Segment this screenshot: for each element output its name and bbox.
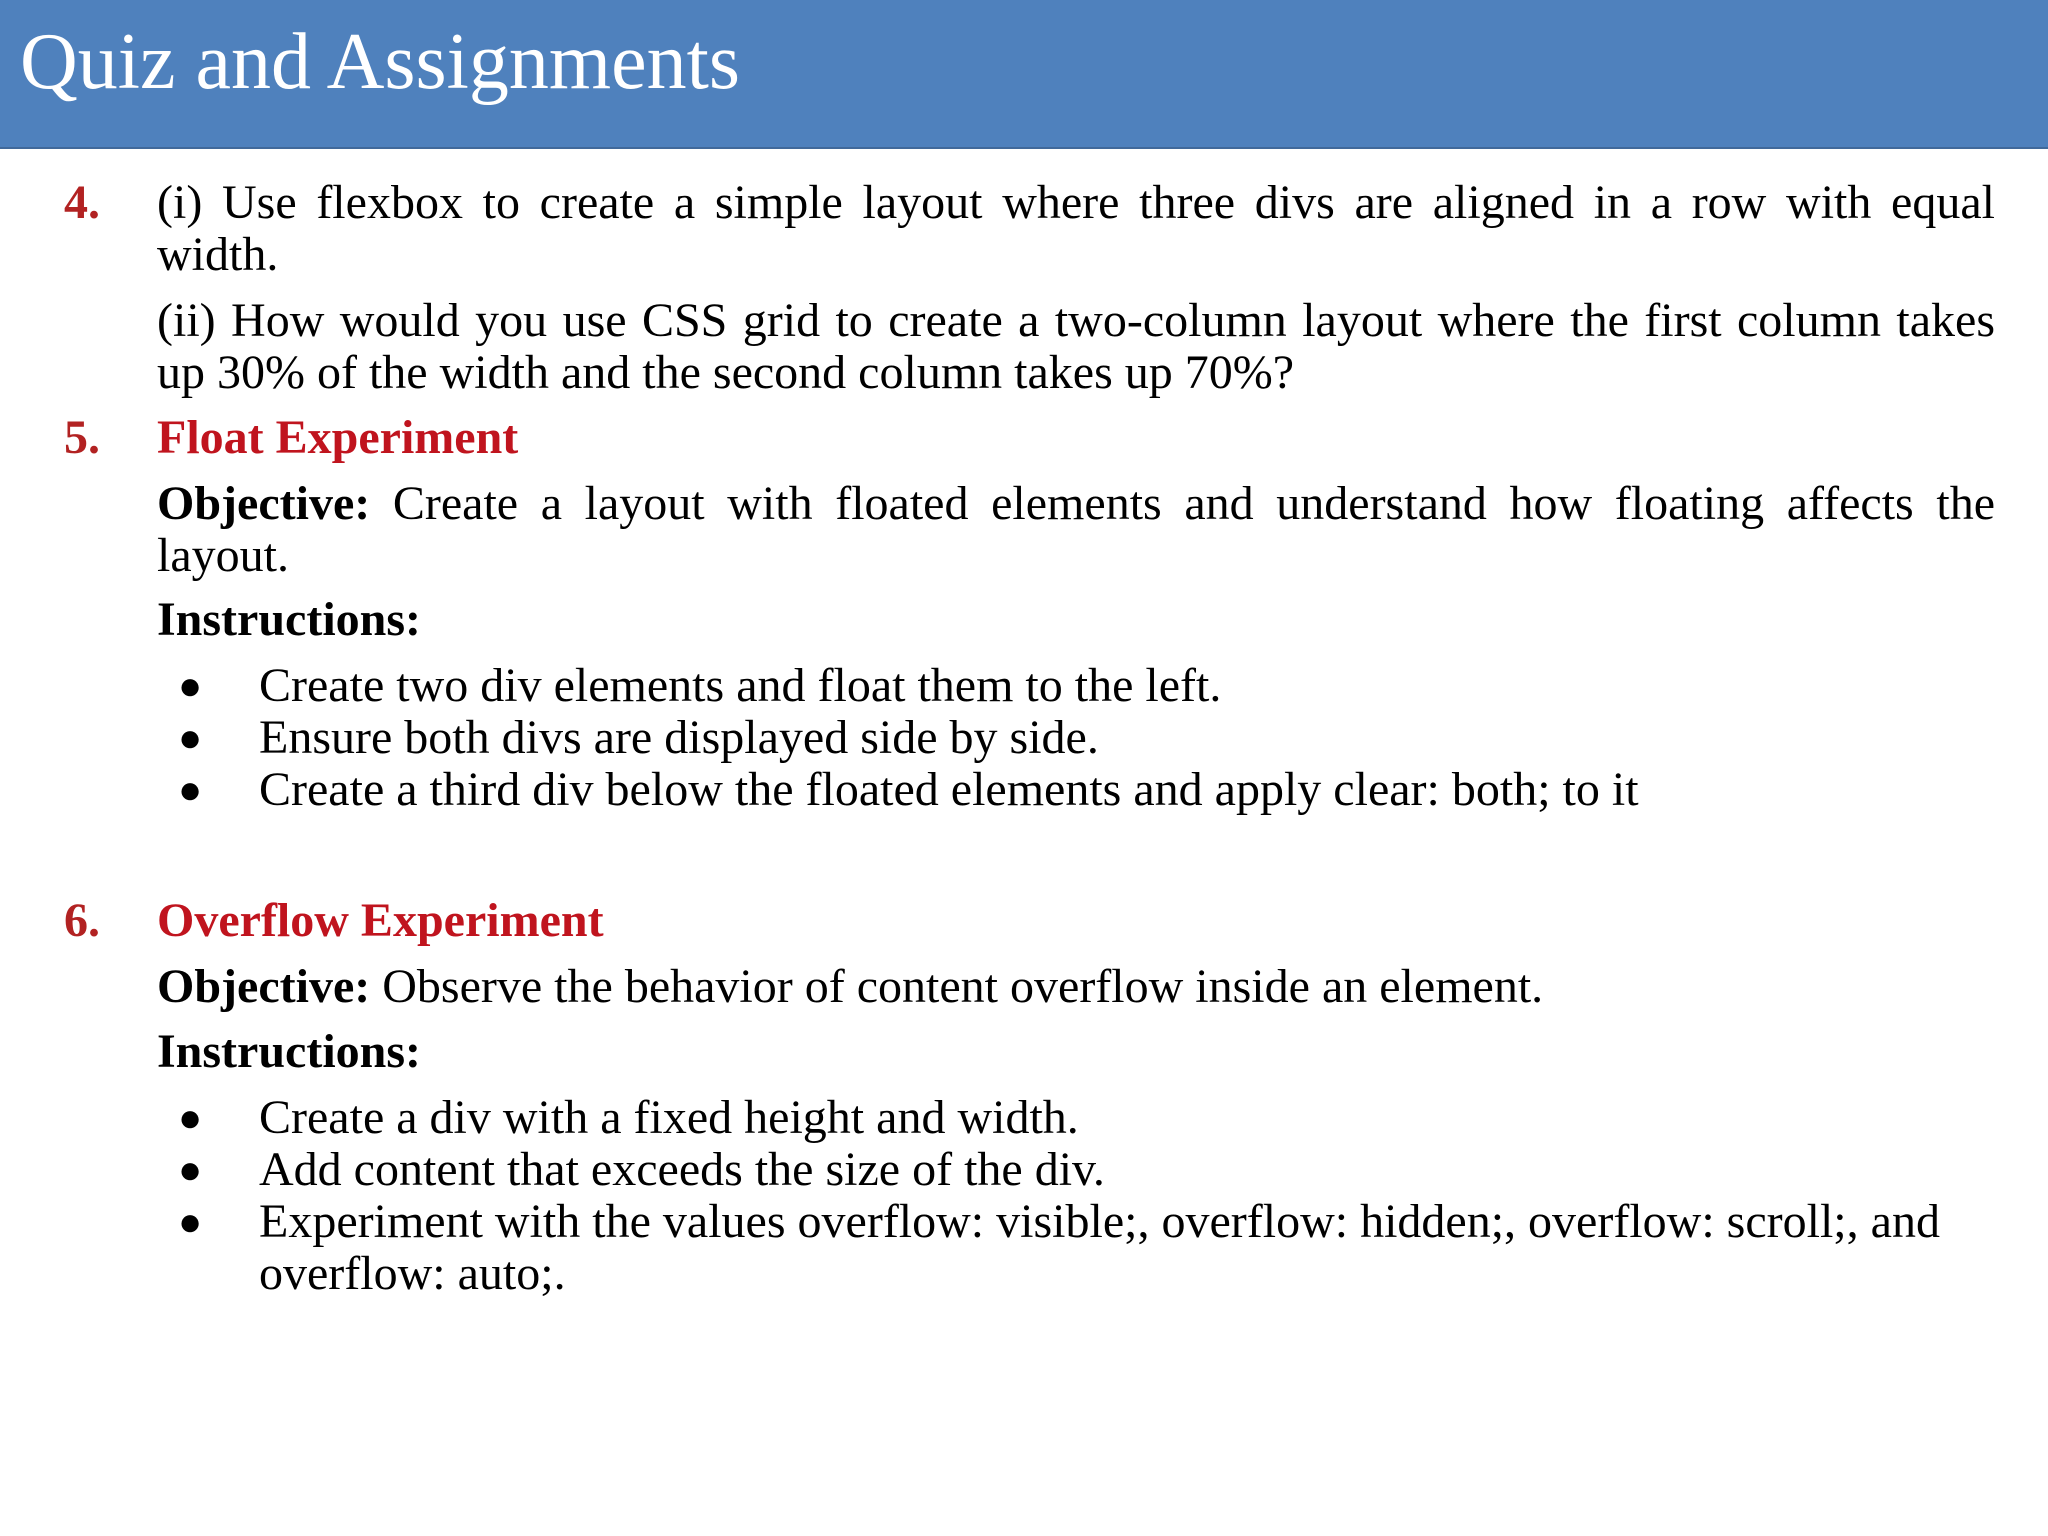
- instructions-label-5: Instructions:: [157, 593, 422, 646]
- list-item: Ensure both divs are displayed side by side.: [259, 711, 1099, 764]
- objective-label: Objective:: [157, 960, 371, 1013]
- question-4-part-ii: (ii) How would you use CSS grid to create a two-column layout where the first column takes up 30% of the width and the second column takes up 70%?: [157, 294, 1995, 399]
- list-item: Create two div elements and float them to the left.: [259, 659, 1222, 712]
- item-number-6: 6.: [64, 894, 100, 947]
- item-number-4: 4.: [64, 176, 100, 229]
- heading-overflow-experiment: Overflow Experiment: [157, 894, 604, 947]
- bullet-dot: ●: [178, 1199, 203, 1244]
- list-item: Add content that exceeds the size of the div.: [259, 1143, 1105, 1196]
- objective-5: [157, 478, 1995, 582]
- bullet-dot: ●: [178, 1147, 203, 1192]
- objective-6: [157, 961, 1995, 1013]
- bullet-dot: ●: [178, 767, 203, 812]
- bullet-dot: ●: [178, 663, 203, 708]
- bullet-dot: ●: [178, 715, 203, 760]
- bullet-dot: ●: [178, 1095, 203, 1140]
- question-4-part-i: (i) Use flexbox to create a simple layout where three divs are aligned in a row with equal width.: [157, 176, 1995, 281]
- objective-text: Create a layout with floated elements and understand how floating affects the layout.: [157, 477, 1995, 582]
- objective-label: Objective:: [157, 477, 371, 530]
- list-item: Create a third div below the floated elements and apply clear: both; to it: [259, 763, 1639, 816]
- instructions-label-6: Instructions:: [157, 1025, 422, 1078]
- list-item: Create a div with a fixed height and width.: [259, 1091, 1079, 1144]
- objective-text: Observe the behavior of content overflow inside an element.: [370, 960, 1544, 1013]
- heading-float-experiment: Float Experiment: [157, 411, 519, 464]
- slide-title: Quiz and Assignments: [20, 18, 740, 106]
- list-item: Experiment with the values overflow: visible;, overflow: hidden;, overflow: scroll;, and overflow: auto;.: [259, 1195, 1940, 1300]
- item-number-5: 5.: [64, 411, 100, 464]
